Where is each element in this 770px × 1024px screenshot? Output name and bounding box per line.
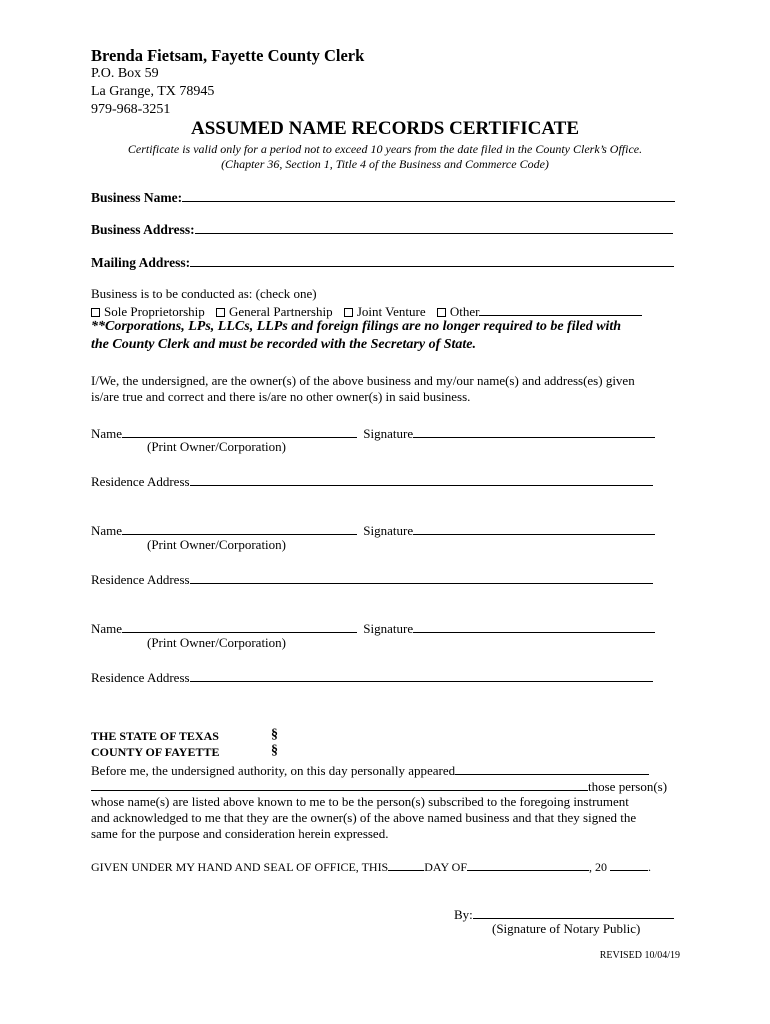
owner-1-residence-line[interactable] — [190, 472, 653, 486]
checkbox-icon[interactable] — [216, 308, 225, 317]
owner-2-name-line[interactable] — [122, 521, 357, 535]
notary-body-line-3: same for the purpose and consideration herein expressed. — [91, 826, 389, 841]
document-title: ASSUMED NAME RECORDS CERTIFICATE — [191, 118, 579, 139]
option-joint-venture[interactable]: Joint Venture — [344, 304, 426, 319]
those-persons-text: those person(s) — [588, 779, 668, 794]
notary-signature-label: (Signature of Notary Public) — [492, 921, 641, 936]
given-under-row: GIVEN UNDER MY HAND AND SEAL OF OFFICE, THIS DAY OF , 20 . — [91, 857, 651, 875]
notary-body-line-2: and acknowledged to me that they are the owner(s) of the above named business and that they signed the — [91, 810, 637, 825]
name-label: Name — [91, 426, 123, 441]
checkbox-icon[interactable] — [344, 308, 353, 317]
notary-signature-line[interactable] — [473, 905, 674, 919]
signature-label: Signature — [363, 426, 414, 441]
persons-line[interactable] — [91, 777, 588, 791]
residence-label: Residence Address — [91, 474, 190, 489]
clerk-name: Brenda Fietsam, Fayette County Clerk — [91, 46, 365, 65]
option-other[interactable]: Other — [437, 304, 643, 319]
county-of-fayette: COUNTY OF FAYETTE — [91, 745, 220, 759]
code-reference: (Chapter 36, Section 1, Title 4 of the Business and Commerce Code) — [221, 157, 549, 171]
section-symbol: § — [271, 727, 278, 742]
signature-label: Signature — [363, 523, 414, 538]
clerk-city: La Grange, TX 78945 — [91, 84, 215, 99]
section-symbol: § — [271, 743, 278, 758]
owner-2-residence-row — [91, 570, 653, 588]
appeared-text: Before me, the undersigned authority, on this day personally appeared — [91, 763, 456, 778]
owner-1-residence-row — [91, 472, 653, 490]
owner-3-print-hint: (Print Owner/Corporation) — [147, 635, 287, 650]
corporation-note-line-1: **Corporations, LPs, LLCs, LLPs and foreign filings are no longer required to be filed with — [91, 319, 622, 334]
business-address-label: Business Address: — [91, 222, 195, 237]
business-address-line[interactable] — [195, 220, 673, 234]
corporation-note-line-2: the County Clerk and must be recorded with the Secretary of State. — [91, 337, 477, 352]
appeared-line[interactable] — [455, 761, 649, 775]
month-line[interactable] — [467, 857, 589, 871]
state-of-texas: THE STATE OF TEXAS — [91, 729, 219, 743]
revised-date: REVISED 10/04/19 — [599, 950, 680, 961]
name-label: Name — [91, 523, 123, 538]
owner-3-name-line[interactable] — [122, 619, 357, 633]
owner-1-signature-line[interactable] — [413, 424, 655, 438]
business-name-label: Business Name: — [91, 190, 183, 205]
checkbox-icon[interactable] — [91, 308, 100, 317]
day-of-text: DAY OF — [424, 860, 468, 874]
declaration-line-1: I/We, the undersigned, are the owner(s) of the above business and my/our name(s) and address(es) given — [91, 373, 635, 388]
owner-2-signature-line[interactable] — [413, 521, 655, 535]
other-line[interactable] — [479, 302, 642, 316]
owner-3-signature-line[interactable] — [413, 619, 655, 633]
owner-3-residence-row — [91, 668, 653, 686]
mailing-address-field[interactable] — [91, 253, 674, 271]
option-sole-proprietorship[interactable]: Sole Proprietorship — [91, 304, 205, 319]
owner-2-print-hint: (Print Owner/Corporation) — [147, 537, 287, 552]
owner-3-residence-line[interactable] — [190, 668, 653, 682]
checkbox-icon[interactable] — [437, 308, 446, 317]
owner-2-residence-line[interactable] — [190, 570, 653, 584]
name-label: Name — [91, 621, 123, 636]
owner-1-name-line[interactable] — [122, 424, 357, 438]
business-name-line[interactable] — [182, 188, 675, 202]
notary-body-line-1: whose name(s) are listed above known to me to be the person(s) subscribed to the foregoing instrument — [91, 794, 629, 809]
clerk-po-box: P.O. Box 59 — [91, 66, 159, 81]
option-general-partnership[interactable]: General Partnership — [216, 304, 333, 319]
given-text: GIVEN UNDER MY HAND AND SEAL OF OFFICE, THIS — [91, 860, 389, 874]
residence-label: Residence Address — [91, 670, 190, 685]
persons-row — [91, 777, 667, 795]
residence-label: Residence Address — [91, 572, 190, 587]
conduct-options — [91, 302, 642, 320]
business-name-field[interactable] — [91, 188, 675, 206]
signature-label: Signature — [363, 621, 414, 636]
by-label: By: — [454, 907, 473, 922]
clerk-phone: 979-968-3251 — [91, 102, 171, 117]
mailing-address-label: Mailing Address: — [91, 255, 191, 270]
day-line[interactable] — [388, 857, 424, 871]
conduct-intro: Business is to be conducted as: (check one) — [91, 286, 317, 301]
owner-1-print-hint: (Print Owner/Corporation) — [147, 439, 287, 454]
validity-note: Certificate is valid only for a period not to exceed 10 years from the date filed in the County Clerk’s Office. — [127, 142, 643, 156]
mailing-address-line[interactable] — [190, 253, 674, 267]
year-line[interactable] — [610, 857, 648, 871]
year-prefix: , 20 — [589, 860, 608, 874]
declaration-line-2: is/are true and correct and there is/are no other owner(s) in said business. — [91, 389, 471, 404]
business-address-field[interactable] — [91, 220, 673, 238]
